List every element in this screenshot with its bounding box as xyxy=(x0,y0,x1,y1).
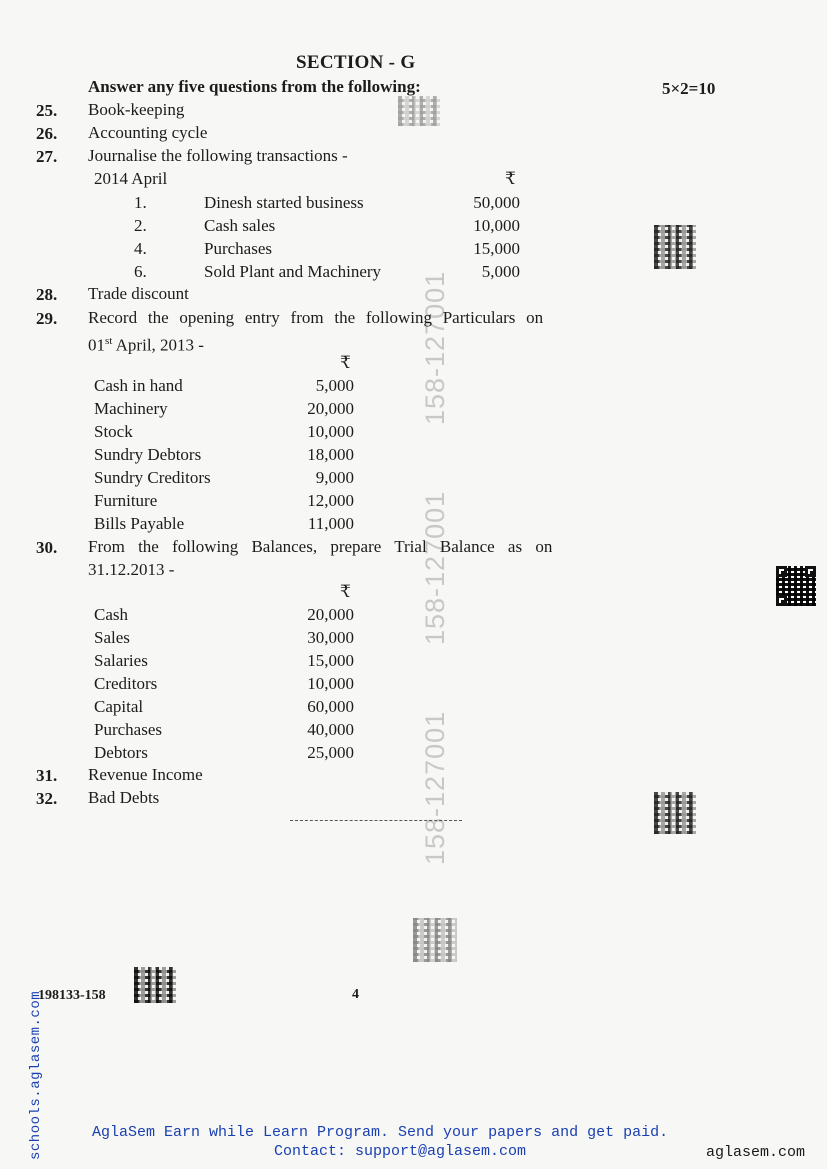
question-number-27: 27. xyxy=(36,147,58,166)
q29-row-item: Machinery xyxy=(94,399,168,418)
q27-row-day: 2. xyxy=(134,216,147,235)
promo-line: AglaSem Earn while Learn Program. Send your papers and get paid. xyxy=(92,1124,669,1141)
question-number-29: 29. xyxy=(36,309,58,328)
q30-row-item: Cash xyxy=(94,605,128,624)
watermark-code-3: 158-127001 xyxy=(420,710,450,865)
q30-row-amount: 60,000 xyxy=(307,697,354,716)
q27-row-amount: 5,000 xyxy=(481,262,520,281)
q30-row-amount: 15,000 xyxy=(307,651,354,670)
q29-row-amount: 10,000 xyxy=(307,422,354,441)
q30-currency-symbol: ₹ xyxy=(340,582,351,601)
q30-row-amount: 25,000 xyxy=(307,743,354,762)
q29-row-item: Sundry Debtors xyxy=(94,445,202,464)
question-text-28: Trade discount xyxy=(88,284,189,303)
q29-row-amount: 9,000 xyxy=(315,468,354,487)
question-number-26: 26. xyxy=(36,124,58,143)
q29-row-amount: 18,000 xyxy=(307,445,354,464)
q29-row-amount: 5,000 xyxy=(315,376,354,395)
q27-period: 2014 April xyxy=(94,169,168,188)
q30-row-item: Salaries xyxy=(94,651,148,670)
page-number: 4 xyxy=(352,987,359,1002)
q29-row-item: Sundry Creditors xyxy=(94,468,211,487)
security-code-footer xyxy=(134,967,176,1003)
watermark-code-1: 158-127001 xyxy=(420,270,450,425)
side-site-label[interactable]: schools.aglasem.com xyxy=(28,990,44,1160)
security-code-top xyxy=(398,96,440,126)
question-text-32: Bad Debts xyxy=(88,788,160,807)
security-code-center xyxy=(413,918,457,962)
question-text-30-line2: 31.12.2013 - xyxy=(88,560,175,579)
marks-label: 5×2=10 xyxy=(662,79,716,98)
q27-row-amount: 15,000 xyxy=(473,239,520,258)
q27-row-day: 4. xyxy=(134,239,147,258)
q29-row-item: Stock xyxy=(94,422,133,441)
site-link[interactable]: aglasem.com xyxy=(706,1144,806,1161)
q29-row-item: Cash in hand xyxy=(94,376,183,395)
q29-date-suffix: st xyxy=(105,335,113,347)
q29-currency-symbol: ₹ xyxy=(340,353,351,372)
question-text-29-line1: Record the opening entry from the following Particulars on xyxy=(88,308,544,327)
question-text-31: Revenue Income xyxy=(88,765,203,784)
question-number-31: 31. xyxy=(36,766,58,785)
question-number-32: 32. xyxy=(36,789,58,808)
q27-row-desc: Cash sales xyxy=(204,216,276,235)
q27-row-desc: Dinesh started business xyxy=(204,193,364,212)
q30-row-amount: 40,000 xyxy=(307,720,354,739)
watermark-code-2: 158-127001 xyxy=(420,490,450,645)
q29-row-amount: 11,000 xyxy=(307,514,354,533)
q30-row-item: Capital xyxy=(94,697,144,716)
question-number-30: 30. xyxy=(36,538,58,557)
paper-code: 198133-158 xyxy=(38,988,106,1003)
question-text-29-line2 xyxy=(88,331,204,356)
q29-row-item: Furniture xyxy=(94,491,158,510)
q27-row-amount: 50,000 xyxy=(473,193,520,212)
end-divider xyxy=(290,820,462,821)
q27-row-desc: Purchases xyxy=(204,239,272,258)
security-code-right-1 xyxy=(654,225,696,269)
q30-row-item: Creditors xyxy=(94,674,158,693)
question-number-25: 25. xyxy=(36,101,58,120)
contact-line[interactable]: Contact: support@aglasem.com xyxy=(274,1143,527,1160)
question-text-26: Accounting cycle xyxy=(88,123,208,142)
q27-currency-symbol: ₹ xyxy=(505,169,516,188)
q27-row-amount: 10,000 xyxy=(473,216,520,235)
security-code-right-2 xyxy=(654,792,696,834)
instruction-text: Answer any five questions from the following: xyxy=(88,77,421,96)
q29-row-item: Bills Payable xyxy=(94,514,185,533)
q29-row-amount: 12,000 xyxy=(307,491,354,510)
q30-row-amount: 20,000 xyxy=(307,605,354,624)
q30-row-amount: 10,000 xyxy=(307,674,354,693)
q29-date-rest: April, 2013 - xyxy=(112,335,204,355)
q29-row-amount: 20,000 xyxy=(307,399,354,418)
question-number-28: 28. xyxy=(36,285,58,304)
section-title: SECTION - G xyxy=(296,52,416,73)
question-text-25: Book-keeping xyxy=(88,100,185,119)
q30-row-item: Sales xyxy=(94,628,130,647)
q30-row-item: Purchases xyxy=(94,720,162,739)
q30-row-amount: 30,000 xyxy=(307,628,354,647)
q27-row-day: 1. xyxy=(134,193,147,212)
q29-date-day: 01 xyxy=(88,335,105,355)
q27-row-day: 6. xyxy=(134,262,147,281)
question-text-27: Journalise the following transactions - xyxy=(88,146,348,165)
qr-code xyxy=(776,566,816,606)
q30-row-item: Debtors xyxy=(94,743,148,762)
question-text-30-line1: From the following Balances, prepare Trial Balance as on xyxy=(88,537,553,556)
q27-row-desc: Sold Plant and Machinery xyxy=(204,262,382,281)
